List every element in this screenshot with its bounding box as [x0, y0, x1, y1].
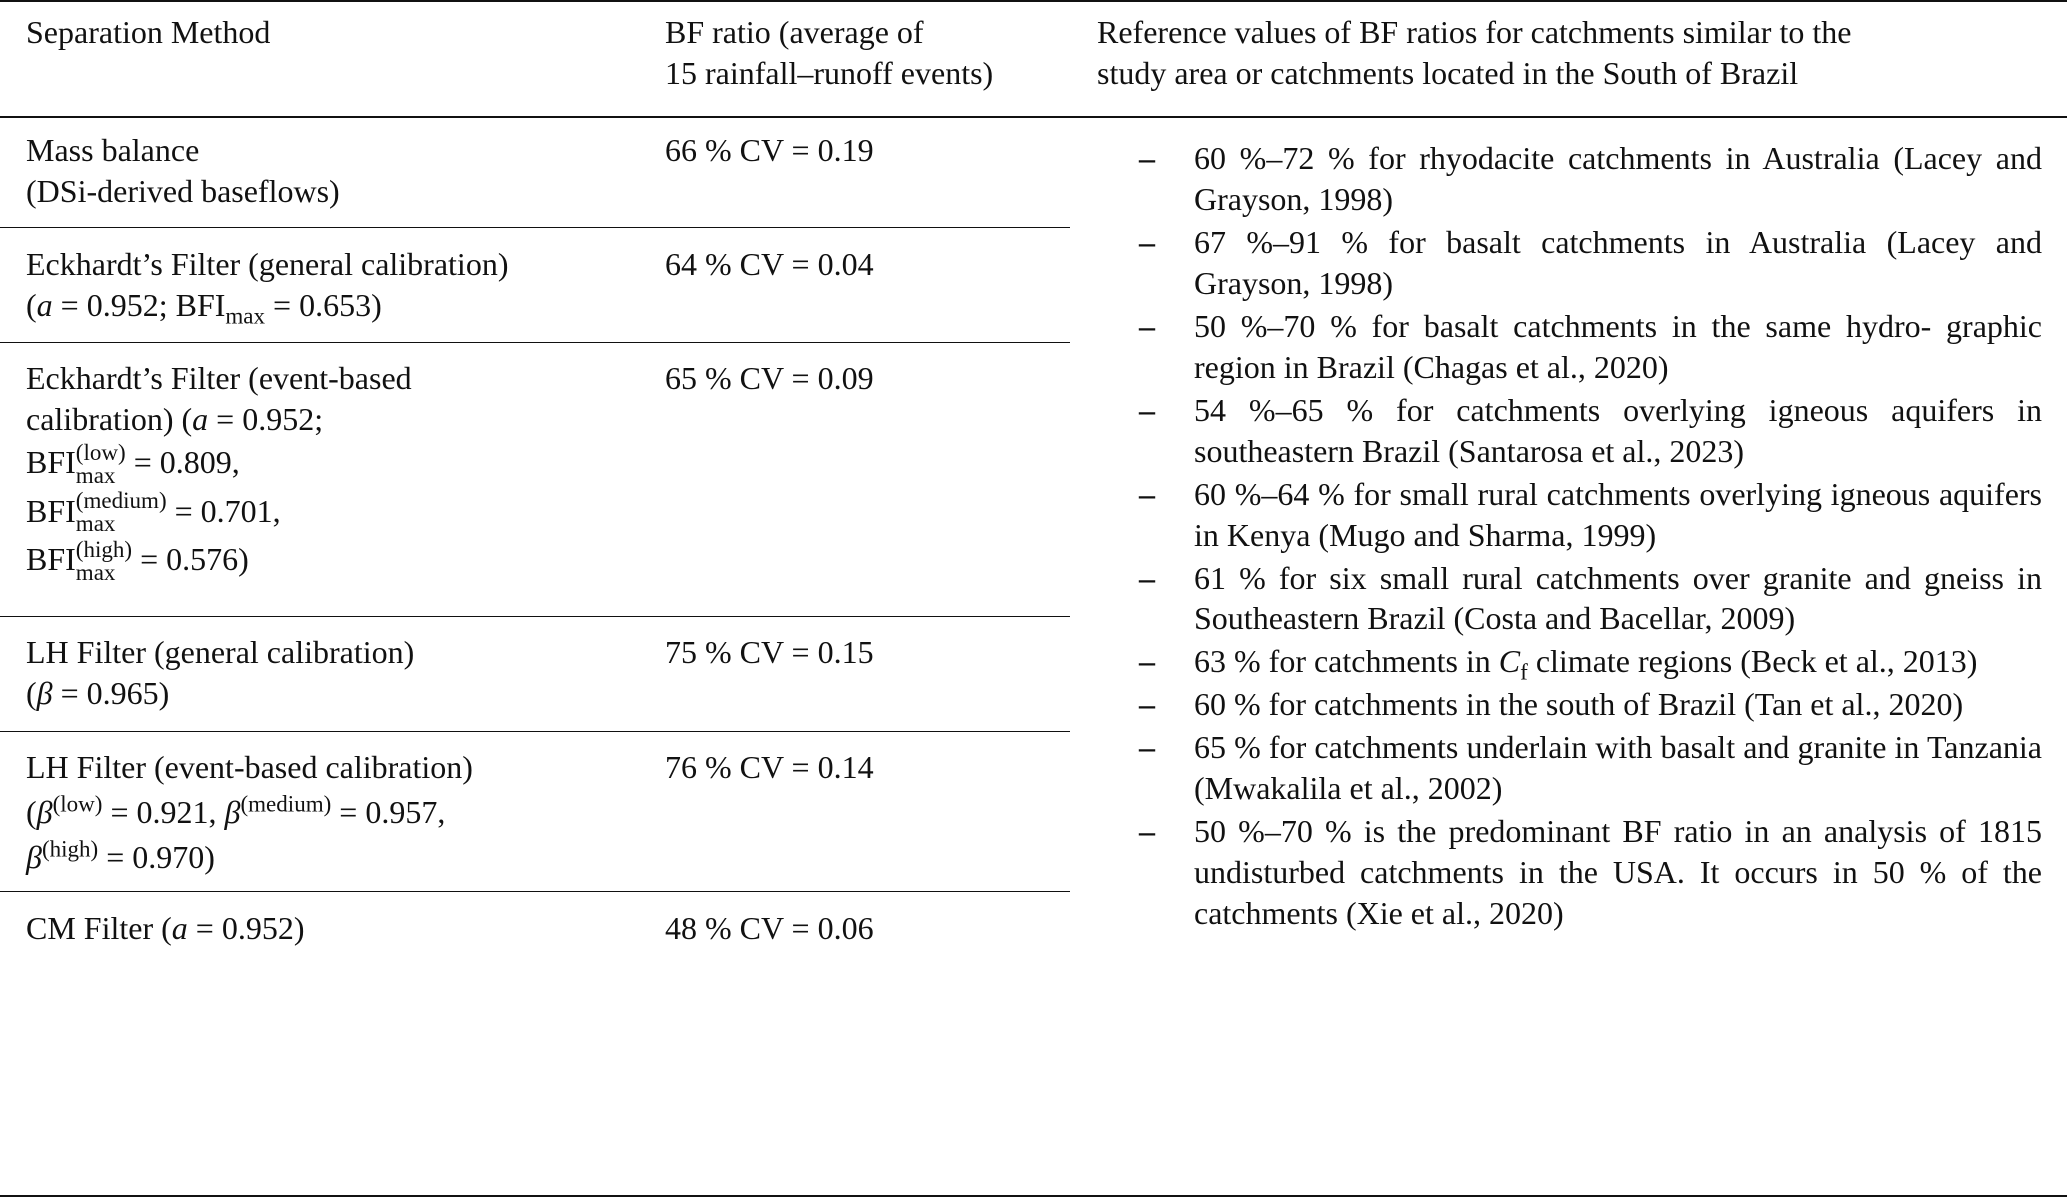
- reference-item: [1097, 390, 2042, 472]
- reference-item: [1097, 558, 2042, 640]
- header-bf-ratio: [665, 12, 1075, 94]
- method-line: [26, 535, 646, 586]
- row-lh-event-method: [26, 747, 646, 878]
- superscript: (low): [52, 790, 103, 817]
- row-divider: [0, 731, 1070, 732]
- method-line: (DSi-derived baseflows): [26, 172, 340, 209]
- method-line: [26, 285, 646, 329]
- text: = 0.952): [187, 910, 305, 946]
- reference-item: [1097, 684, 2042, 725]
- method-line: [26, 487, 646, 538]
- subscript: max: [225, 302, 266, 329]
- superscript: (medium): [240, 790, 332, 817]
- value: = 0.809,: [125, 443, 240, 480]
- row-mass-balance-ratio: 66 % CV = 0.19: [665, 132, 874, 168]
- reference-text: 50 %–70 % for basalt catchments in the same hydro- graphic region in Brazil (Chagas et al., 2020): [1194, 307, 2042, 385]
- math-symbol: a: [171, 910, 188, 946]
- value: = 0.921,: [102, 793, 225, 830]
- subscript: max: [75, 510, 116, 537]
- subscript: max: [75, 461, 116, 488]
- text: = 0.952; BFI: [52, 286, 226, 323]
- math-symbol: a: [192, 400, 209, 437]
- value: = 0.957,: [331, 793, 446, 830]
- method-line: [26, 837, 646, 878]
- row-divider: [0, 616, 1070, 617]
- value: = 0.576): [132, 541, 249, 578]
- reference-item: [1097, 727, 2042, 809]
- text: calibration) (: [26, 400, 193, 437]
- reference-item: [1097, 641, 2042, 685]
- math-symbol: C: [1498, 643, 1521, 680]
- row-divider: [0, 891, 1070, 892]
- method-line: [26, 438, 646, 489]
- reference-item: [1097, 474, 2042, 556]
- reference-text: 54 %–65 % for catchments overlying igneous aquifers in southeastern Brazil (Santarosa et al., 2023): [1194, 391, 2042, 469]
- math-symbol: β: [36, 674, 53, 711]
- superscript: (high): [75, 535, 133, 562]
- reference-text: 67 %–91 % for basalt catchments in Australia (Lacey and Grayson, 1998): [1194, 223, 2042, 301]
- row-lh-general-method: [26, 632, 646, 714]
- row-eckhardt-general-ratio: 64 % CV = 0.04: [665, 246, 874, 282]
- text: = 0.965): [52, 674, 170, 711]
- header-reference-line1: Reference values of BF ratios for catchments similar to the: [1097, 14, 1852, 50]
- reference-text: 60 %–72 % for rhyodacite catchments in Australia (Lacey and Grayson, 1998): [1194, 140, 2042, 217]
- dash-bullet: –: [1139, 643, 1155, 680]
- math-symbol: a: [36, 286, 53, 323]
- subscript: max: [75, 558, 116, 585]
- superscript: (high): [41, 835, 99, 862]
- method-line: Eckhardt’s Filter (event-based: [26, 360, 412, 396]
- superscript: (medium): [75, 487, 167, 514]
- reference-item: [1097, 138, 2042, 220]
- sup-sub-stack: [75, 438, 126, 488]
- text: CM Filter (: [26, 910, 172, 946]
- reference-list: [1097, 138, 2042, 936]
- method-line: [26, 792, 646, 833]
- math-symbol: β: [224, 793, 241, 830]
- dash-bullet: –: [1139, 686, 1155, 723]
- reference-item: [1097, 222, 2042, 304]
- text: = 0.653): [265, 286, 382, 323]
- text: (: [26, 793, 37, 830]
- method-line: [26, 673, 646, 714]
- dash-bullet: –: [1139, 223, 1155, 260]
- table-top-rule: [0, 0, 2067, 2]
- header-bf-ratio-line2: 15 rainfall–runoff events): [665, 54, 994, 91]
- dash-bullet: –: [1139, 559, 1155, 596]
- math-symbol: β: [36, 793, 53, 830]
- reference-text: 60 % for catchments in the south of Brazil (Tan et al., 2020): [1194, 686, 1964, 723]
- reference-text: 61 % for six small rural catchments over granite and gneiss in Southeastern Brazil (Costa and Bacellar, 2009): [1194, 559, 2042, 637]
- math-symbol: β: [26, 838, 42, 875]
- dash-bullet: –: [1139, 391, 1155, 428]
- text: = 0.952;: [208, 400, 324, 437]
- row-lh-general-ratio: 75 % CV = 0.15: [665, 634, 874, 670]
- row-eckhardt-general-method: [26, 244, 646, 329]
- row-lh-event-ratio: 76 % CV = 0.14: [665, 749, 874, 785]
- superscript: (low): [75, 438, 126, 465]
- dash-bullet: –: [1139, 729, 1155, 766]
- header-reference-values: [1097, 12, 2047, 94]
- dash-bullet: –: [1139, 140, 1155, 176]
- method-line: LH Filter (general calibration): [26, 634, 415, 670]
- method-line: [26, 399, 646, 440]
- row-divider: [0, 342, 1070, 343]
- bfi-symbol: BFI: [26, 541, 76, 578]
- value: = 0.970): [98, 838, 215, 875]
- reference-text: 50 %–70 % is the predominant BF ratio in an analysis of 1815 undisturbed catchments in the USA. It occurs in 50 % of the catchments (Xie et al., 2020): [1194, 813, 2042, 932]
- row-divider: [0, 227, 1070, 228]
- reference-item: [1097, 811, 2042, 934]
- dash-bullet: –: [1139, 307, 1155, 344]
- bfi-symbol: BFI: [26, 443, 76, 480]
- header-rule: [0, 116, 2067, 118]
- sup-sub-stack: [75, 535, 133, 585]
- header-bf-ratio-line1: BF ratio (average of: [665, 14, 924, 50]
- row-eckhardt-event-method: [26, 358, 646, 586]
- method-line: Mass balance: [26, 132, 200, 168]
- dash-bullet: –: [1139, 475, 1155, 512]
- header-separation-method: Separation Method: [26, 14, 271, 50]
- value: = 0.701,: [166, 492, 281, 529]
- text: (: [26, 286, 37, 323]
- text: 63 % for catchments in: [1194, 643, 1499, 680]
- reference-text: 65 % for catchments underlain with basalt and granite in Tanzania (Mwakalila et al., 2002): [1194, 729, 2042, 807]
- method-line: Eckhardt’s Filter (general calibration): [26, 246, 509, 282]
- reference-text: 60 %–64 % for small rural catchments overlying igneous aquifers in Kenya (Mugo and Sharma, 1999): [1194, 475, 2042, 553]
- text: climate regions (Beck et al., 2013): [1527, 643, 1978, 680]
- row-eckhardt-event-ratio: 65 % CV = 0.09: [665, 360, 874, 396]
- sup-sub-stack: [76, 489, 167, 535]
- header-reference-line2: study area or catchments located in the South of Brazil: [1097, 54, 1799, 91]
- subscript: f: [1520, 658, 1528, 685]
- row-cm-filter-ratio: 48 % CV = 0.06: [665, 910, 874, 946]
- method-line: LH Filter (event-based calibration): [26, 749, 473, 785]
- reference-item: [1097, 306, 2042, 388]
- dash-bullet: –: [1139, 813, 1155, 850]
- reference-text: [1194, 641, 2042, 685]
- text: (: [26, 674, 37, 711]
- table-bottom-rule: [0, 1195, 2067, 1197]
- row-cm-filter-method: [26, 908, 646, 949]
- row-mass-balance-method: [26, 130, 646, 212]
- bfi-symbol: BFI: [26, 492, 76, 529]
